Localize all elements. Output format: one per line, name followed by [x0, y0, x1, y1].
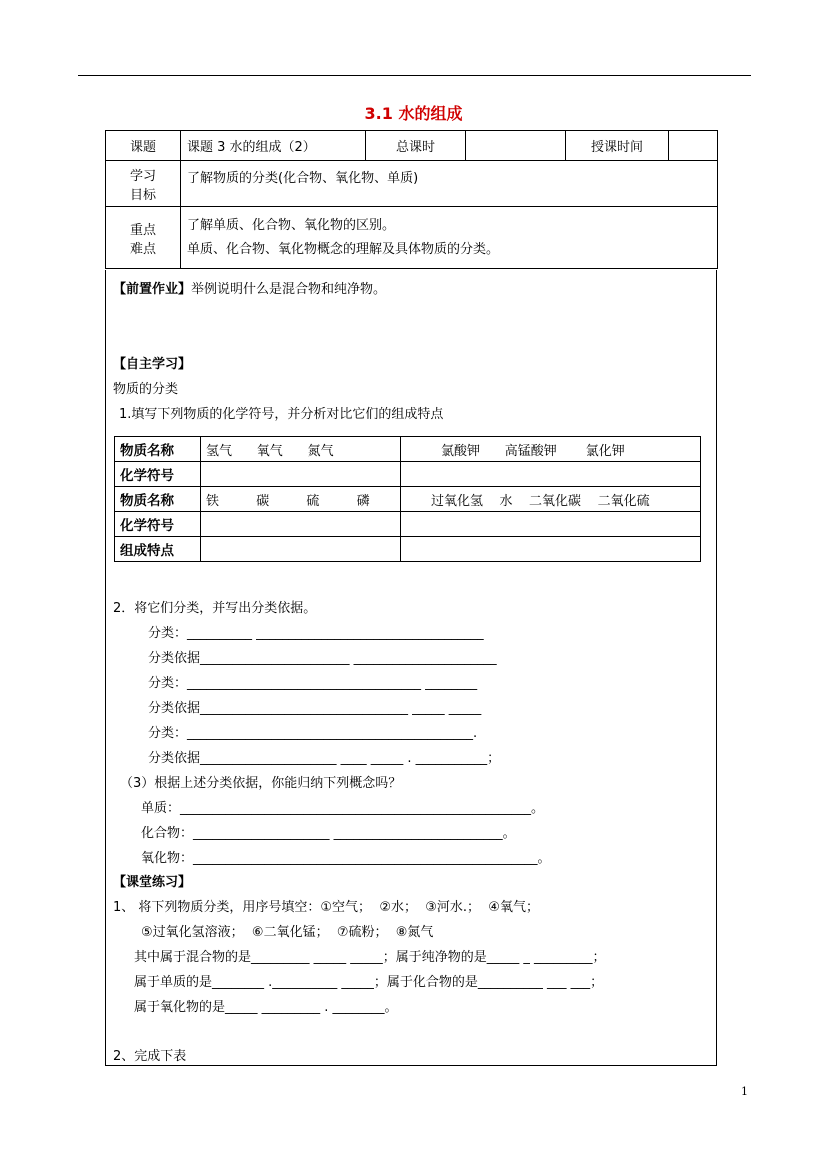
question-3: （3）根据上述分类依据，你能归纳下列概念吗？ [120, 776, 402, 791]
table-row [115, 537, 701, 562]
table-row [115, 437, 701, 462]
table-row [115, 462, 701, 487]
table-cell [401, 462, 701, 487]
page-number: 1 [741, 1085, 748, 1098]
row-label: 物质名称 [115, 437, 201, 462]
practice-heading: 【课堂练习】 [113, 875, 192, 890]
table-cell: 铁 碳 硫 磷 [201, 487, 401, 512]
row-label: 化学符号 [115, 462, 201, 487]
classification-blank: 分类：__________ ___________________________________ [148, 626, 484, 641]
lesson-value: 课题 3 水的组成（2） [181, 131, 366, 161]
table-cell: 氯酸钾 高锰酸钾 氯化钾 [401, 437, 701, 462]
table-cell [201, 537, 401, 562]
label-key-points: 重点 难点 [106, 207, 181, 269]
label-teach-time: 授课时间 [566, 131, 669, 161]
exercise-1-line: ⑤过氧化氢溶液； ⑥二氧化锰； ⑦硫粉； ⑧氮气 [141, 925, 434, 940]
total-hours-value [466, 131, 566, 161]
classification-basis-blank: 分类依据_______________________ ______________________ [148, 651, 497, 666]
classification-blank: 分类：____________________________________________. [148, 726, 478, 741]
classification-heading: 物质的分类 [113, 382, 179, 397]
exercise-1-line: 属于单质的是________ .__________ _____；属于化合物的是__________ ___ ___； [134, 975, 604, 990]
table-cell [401, 537, 701, 562]
key-points-text: 了解单质、化合物、氧化物的区别。 单质、化合物、氧化物概念的理解及具体物质的分类。 [181, 207, 718, 269]
exercise-1-line: 其中属于混合物的是_________ _____ _____；属于纯净物的是_____ _ _________； [134, 950, 606, 965]
concept-compound: 化合物：_____________________ __________________________。 [141, 826, 516, 841]
pre-work-line: 【前置作业】举例说明什么是混合物和纯净物。 [113, 282, 387, 297]
classification-basis-blank: 分类依据_____________________ ____ _____ . ___________； [148, 751, 501, 766]
teach-time-value [669, 131, 718, 161]
header-rule [78, 75, 751, 76]
substance-table [114, 436, 701, 562]
lesson-header-table [105, 130, 718, 269]
classification-basis-blank: 分类依据________________________________ _____ _____ [148, 701, 482, 716]
classification-blank: 分类：____________________________________ ________ [148, 676, 478, 691]
question-2: 2．将它们分类，并写出分类依据。 [113, 601, 317, 616]
concept-element: 单质：______________________________________________________。 [141, 801, 545, 816]
table-cell: 过氧化氢 水 二氧化碳 二氧化硫 [401, 487, 701, 512]
label-total-hours: 总课时 [366, 131, 466, 161]
concept-oxide: 氧化物：_____________________________________________________。 [141, 851, 551, 866]
page-title: 3.1 水的组成 [364, 104, 463, 123]
row-label: 物质名称 [115, 487, 201, 512]
table-row [115, 512, 701, 537]
table-cell: 氢气 氧气 氮气 [201, 437, 401, 462]
exercise-2: 2、完成下表 [113, 1049, 187, 1064]
table-cell [201, 512, 401, 537]
label-goal: 学习 目标 [106, 161, 181, 207]
table-cell [201, 462, 401, 487]
table-row [115, 487, 701, 512]
label-lesson: 课题 [106, 131, 181, 161]
question-1: 1.填写下列物质的化学符号，并分析对比它们的组成特点 [119, 407, 444, 422]
exercise-1-line: 属于氧化物的是_____ _________ . ________。 [134, 1000, 398, 1015]
exercise-1-line: 1、 将下列物质分类，用序号填空：①空气； ②水； ③河水.； ④氧气； [113, 900, 539, 915]
goal-text: 了解物质的分类(化合物、氧化物、单质) [181, 161, 718, 207]
table-cell [401, 512, 701, 537]
row-label: 化学符号 [115, 512, 201, 537]
row-label: 组成特点 [115, 537, 201, 562]
self-study-heading: 【自主学习】 [113, 357, 192, 372]
